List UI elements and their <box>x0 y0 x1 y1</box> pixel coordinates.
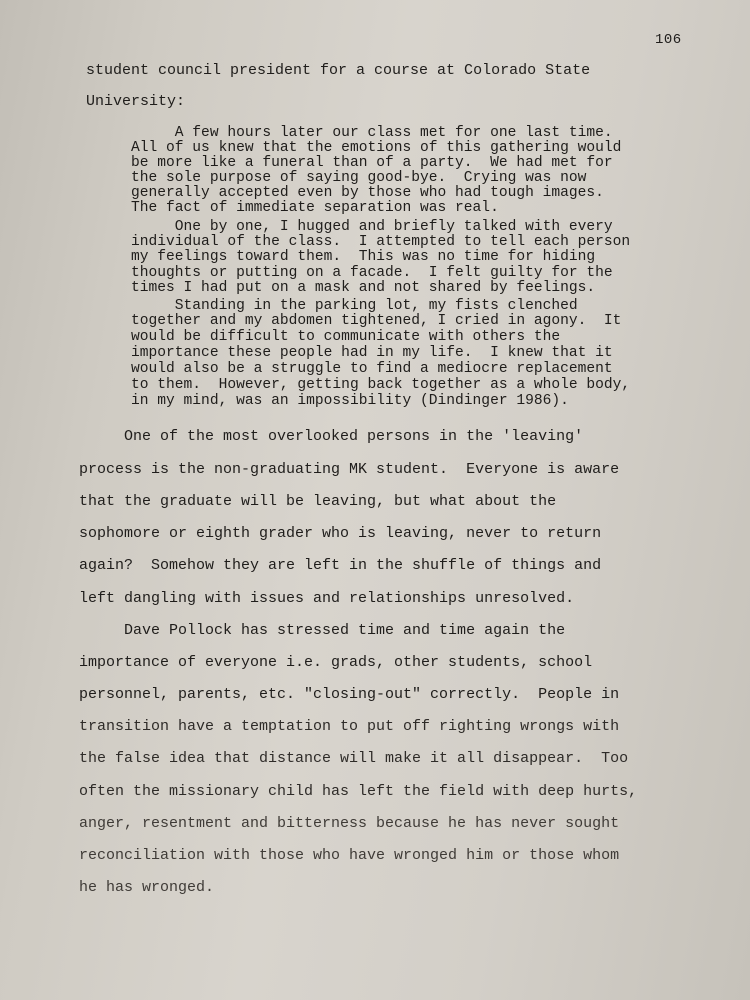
intro-line-1: student council president for a course at Colorado State <box>86 62 591 79</box>
quote-line-14: would be difficult to communicate with others the <box>131 329 561 345</box>
quote-line-9: my feelings toward them. This was no time for hiding <box>131 249 596 265</box>
quote-line-5: generally accepted even by those who had tough images. <box>131 185 604 201</box>
para2-line-9: he has wronged. <box>79 879 215 896</box>
para2-line-4: transition have a temptation to put off righting wrongs with <box>79 718 620 735</box>
quote-line-11: times I had put on a mask and not shared by feelings. <box>131 280 596 296</box>
para2-line-3: personnel, parents, etc. "closing-out" correctly. People in <box>79 686 620 703</box>
para2-line-6: often the missionary child has left the field with deep hurts, <box>79 783 638 800</box>
para1-line-4: sophomore or eighth grader who is leaving, never to return <box>79 525 602 542</box>
quote-line-16: would also be a struggle to find a mediocre replacement <box>131 361 613 377</box>
para1-line-6: left dangling with issues and relationships unresolved. <box>79 590 575 607</box>
para2-line-5: the false idea that distance will make it all disappear. Too <box>79 750 629 767</box>
quote-line-2: All of us knew that the emotions of this gathering would <box>131 140 622 156</box>
para1-line-3: that the graduate will be leaving, but what about the <box>79 493 557 510</box>
quote-line-4: the sole purpose of saying good-bye. Crying was now <box>131 170 587 186</box>
para2-line-7: anger, resentment and bitterness because he has never sought <box>79 815 620 832</box>
quote-line-3: be more like a funeral than of a party. We had met for <box>131 155 613 171</box>
para1-line-1: One of the most overlooked persons in the 'leaving' <box>79 428 584 445</box>
para2-line-8: reconciliation with those who have wronged him or those whom <box>79 847 620 864</box>
para1-line-2: process is the non-graduating MK student. Everyone is aware <box>79 461 620 478</box>
para1-line-5: again? Somehow they are left in the shuffle of things and <box>79 557 602 574</box>
page-number: 106 <box>655 32 682 48</box>
quote-line-13: together and my abdomen tightened, I cried in agony. It <box>131 313 622 329</box>
quote-line-18: in my mind, was an impossibility (Dindinger 1986). <box>131 393 569 409</box>
quote-line-10: thoughts or putting on a facade. I felt guilty for the <box>131 265 613 281</box>
para2-line-2: importance of everyone i.e. grads, other students, school <box>79 654 593 671</box>
para2-line-1: Dave Pollock has stressed time and time again the <box>79 622 566 639</box>
quote-line-6: The fact of immediate separation was real. <box>131 200 499 216</box>
quote-line-17: to them. However, getting back together as a whole body, <box>131 377 631 393</box>
intro-line-2: University: <box>86 93 186 110</box>
quote-line-8: individual of the class. I attempted to tell each person <box>131 234 631 250</box>
quote-line-12: Standing in the parking lot, my fists clenched <box>131 298 578 314</box>
quote-line-15: importance these people had in my life. I knew that it <box>131 345 613 361</box>
quote-line-7: One by one, I hugged and briefly talked with every <box>131 219 613 235</box>
quote-line-1: A few hours later our class met for one last time. <box>131 125 613 141</box>
